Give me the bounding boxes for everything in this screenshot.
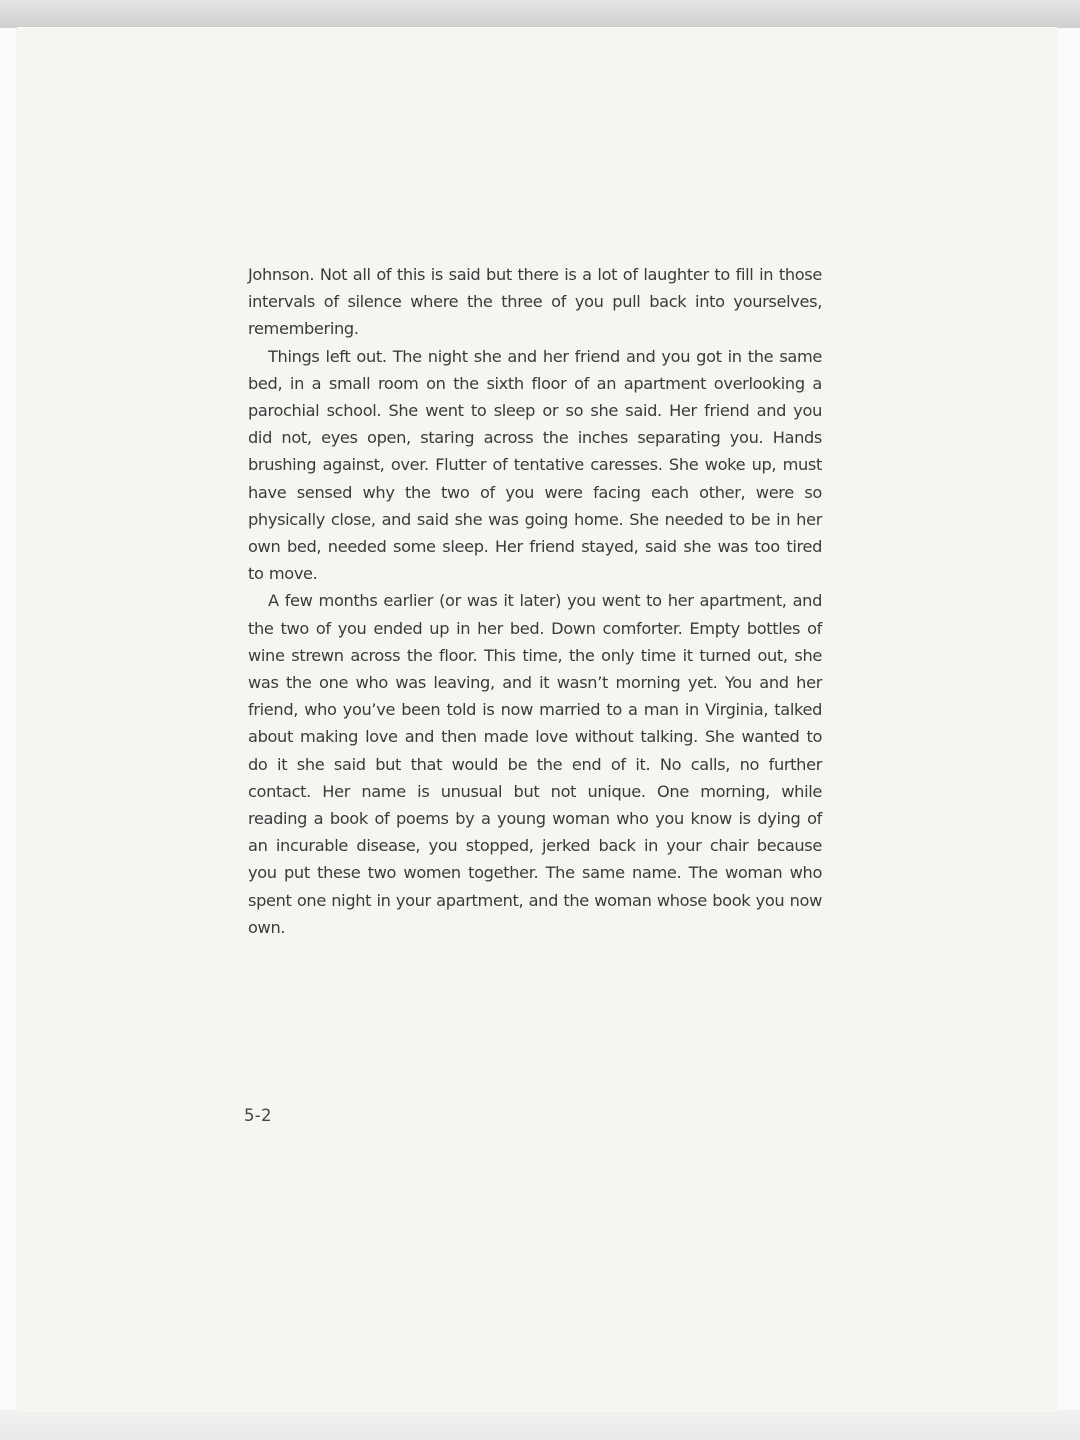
paragraph-2: Things left out. The night she and her friend and you got in the same bed, in a small room on the sixth floor of an apartment overlooking a parochial school. She went to sleep or so she said. Her friend and you did not, eyes open, staring across the inches separating you. Hands brushing against, over. Flutter of tentative caresses. She woke up, must have sensed why the two of you were facing each other, were so physically close, and said she was going home. She needed to be in her own bed, needed some sleep. Her friend stayed, said she was too tired to move. xyxy=(248,346,822,584)
bottom-shadow-band xyxy=(0,1410,1080,1440)
paragraph-3: A few months earlier (or was it later) you went to her apartment, and the two of you ended up in her bed. Down comforter. Empty bottles of wine strewn across the floor. This time, the only time it turned out, she was the one who was leaving, and it wasn’t morning yet. You and her friend, who you’ve been told is now married to a man in Virginia, talked about making love and then made love without talking. She wanted to do it she said but that would be the end of it. No calls, no further contact. Her name is unusual but not unique. One morning, while reading a book of poems by a young woman who you know is dying of an incurable disease, you stopped, jerked back in your chair because you put these two women together. The same name. The woman who spent one night in your apartment, and the woman whose book you now own. xyxy=(248,591,822,937)
paper-page xyxy=(17,27,1057,1412)
paragraph-1: Johnson. Not all of this is said but there is a lot of laughter to fill in those intervals of silence where the three of you pull back into yourselves, remembering. xyxy=(248,265,822,339)
page-number: 5-2 xyxy=(244,1106,272,1125)
top-shadow-band xyxy=(0,0,1080,28)
body-text xyxy=(248,261,822,941)
